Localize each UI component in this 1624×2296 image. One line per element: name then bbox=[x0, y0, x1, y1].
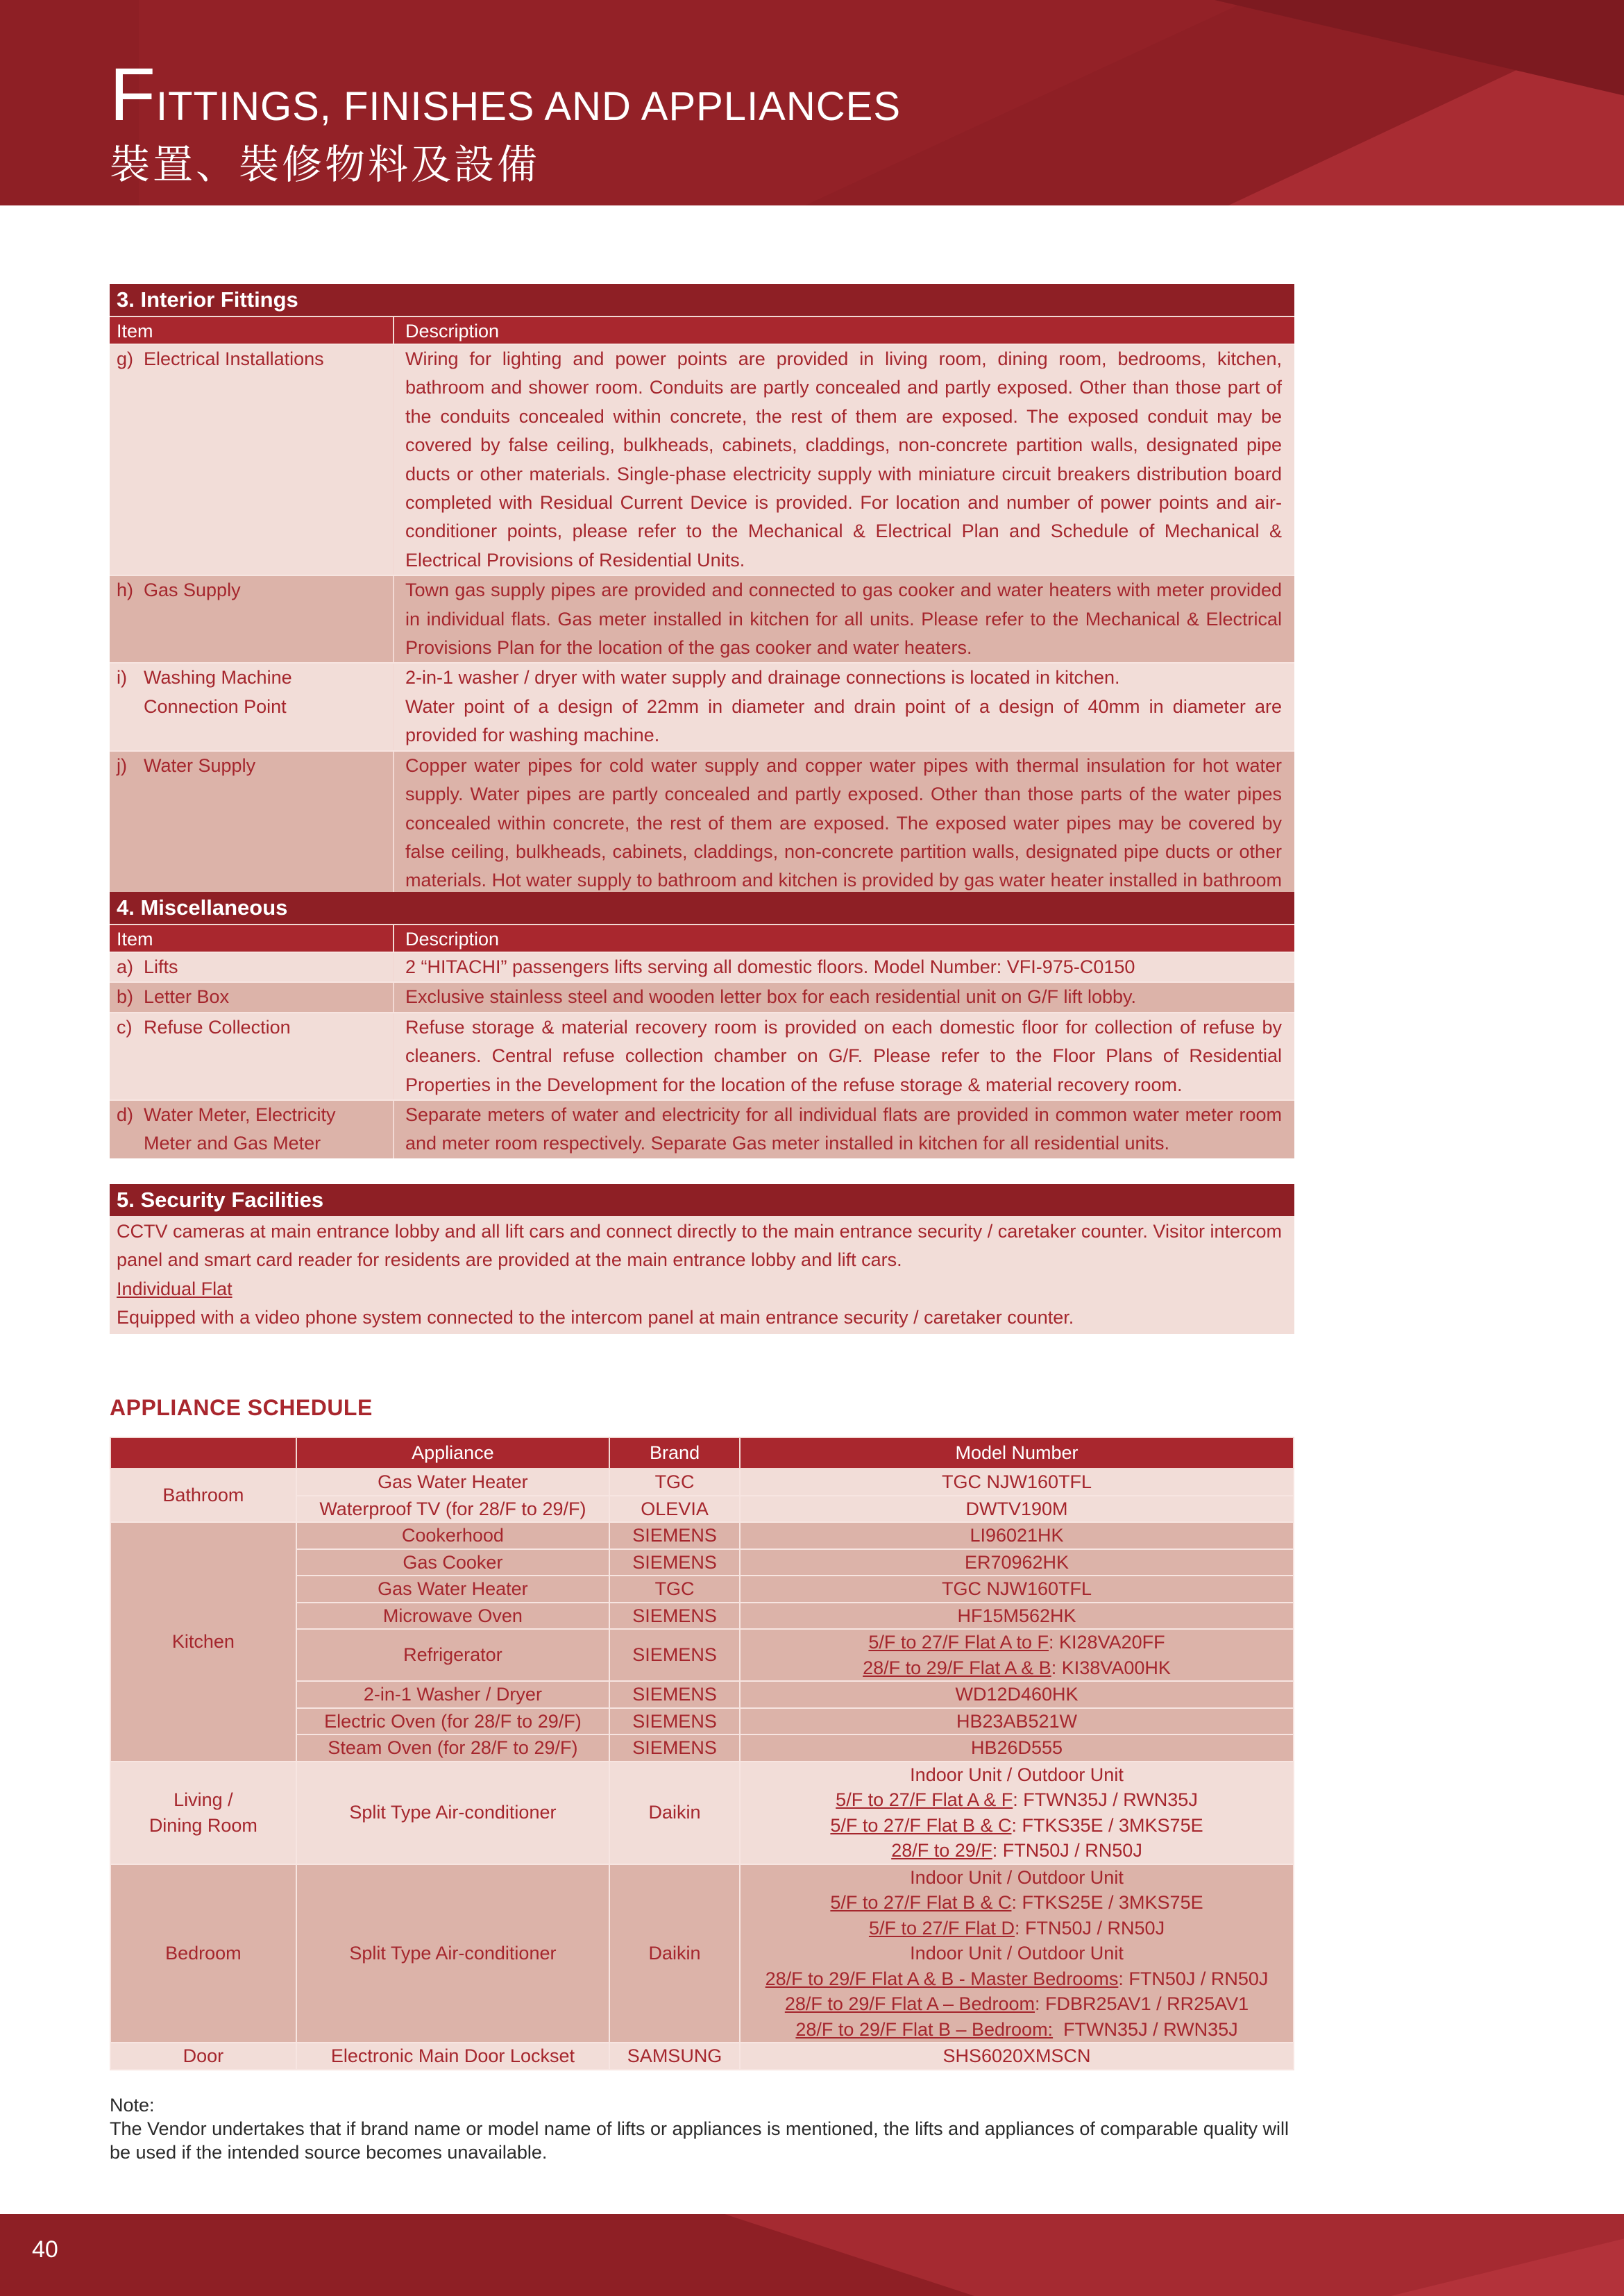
item-label: h) bbox=[117, 580, 134, 601]
item-name: Water Supply bbox=[144, 754, 256, 776]
model-scope: 28/F to 29/F bbox=[891, 1840, 992, 1861]
brand-cell: SIEMENS bbox=[609, 1734, 740, 1762]
table-row bbox=[110, 1864, 1294, 2043]
appliance-cell: Gas Cooker bbox=[296, 1549, 609, 1576]
model-value: : KI28VA20FF bbox=[1049, 1632, 1165, 1653]
brand-cell: OLEVIA bbox=[609, 1496, 740, 1523]
appliance-cell: Electric Oven (for 28/F to 29/F) bbox=[296, 1708, 609, 1735]
item-name: Lifts bbox=[144, 956, 178, 977]
model-cell: WD12D460HK bbox=[740, 1681, 1294, 1708]
column-room bbox=[110, 1437, 296, 1469]
model-scope: 28/F to 29/F Flat B – Bedroom: bbox=[795, 2018, 1054, 2040]
model-value: : FTKS25E / 3MKS75E bbox=[1011, 1892, 1203, 1913]
note bbox=[110, 2093, 1296, 2164]
model-value: : FTKS35E / 3MKS75E bbox=[1011, 1814, 1203, 1836]
model-value: : FTWN35J / RWN35J bbox=[1013, 1789, 1198, 1810]
item-label: d) bbox=[117, 1104, 134, 1126]
item-description: 2 “HITACHI” passengers lifts serving all domestic floors. Model Number: VFI-975-C0150 bbox=[405, 956, 1135, 977]
section-body bbox=[110, 1216, 1294, 1334]
model-scope: 5/F to 27/F Flat B & C bbox=[830, 1814, 1012, 1836]
brand-cell: Daikin bbox=[609, 1762, 740, 1864]
model-value: : FTN50J / RN50J bbox=[992, 1840, 1142, 1861]
brand-cell: SIEMENS bbox=[609, 1603, 740, 1630]
item-label: c) bbox=[117, 1016, 133, 1038]
item-label: i) bbox=[117, 667, 127, 689]
model-heading: Indoor Unit / Outdoor Unit bbox=[910, 1866, 1124, 1888]
note-label: Note: bbox=[110, 2095, 155, 2116]
column-description: Description bbox=[405, 929, 500, 949]
item-name: Letter Box bbox=[144, 986, 230, 1008]
column-appliance: Appliance bbox=[296, 1437, 609, 1469]
model-cell: ER70962HK bbox=[740, 1549, 1294, 1576]
item-description: Exclusive stainless steel and wooden letter box for each residential unit on G/F lift lobby. bbox=[405, 986, 1137, 1008]
appliance-cell: Electronic Main Door Lockset bbox=[296, 2043, 609, 2070]
model-cell: TGC NJW160TFL bbox=[740, 1576, 1294, 1603]
room-cell: Door bbox=[110, 2043, 296, 2070]
column-header bbox=[110, 316, 1294, 344]
item-description: Refuse storage & material recovery room is provided on each domestic floor for collection of refuse by cleaners. Central refuse collection chamber on G/F. Please refer to the Floor Plans of Residential Properties in the Development for the location of the refuse storage & material recovery room. bbox=[405, 1016, 1282, 1095]
column-description: Description bbox=[405, 321, 500, 341]
item-description: Separate meters of water and electricity for all individual flats are provided in common water meter room and meter room respectively. Separate Gas meter installed in kitchen for all residential units. bbox=[405, 1104, 1282, 1154]
item-label: g) bbox=[117, 348, 134, 369]
title-rest: ITTINGS, FINISHES AND APPLIANCES bbox=[155, 84, 902, 129]
section-title: 3. Interior Fittings bbox=[110, 284, 1294, 316]
model-cell: SHS6020XMSCN bbox=[740, 2043, 1294, 2070]
appliance-cell: Split Type Air-conditioner bbox=[296, 1864, 609, 2043]
item-description: Wiring for lighting and power points are provided in living room, dining room, bedrooms, kitchen, bathroom and shower room. Conduits are partly concealed and partly exposed. Other than those part of the conduits concealed within concrete, the rest of them are exposed. The exposed conduit may be covered by false ceiling, bulkheads, cabinets, claddings, non-concrete partition walls, designated pipe ducts or other materials. Single-phase electricity supply with miniature circuit breakers distribution board completed with Residual Current Device is provided. For location and number of power points and air-conditioner points, please refer to the Mechanical & Electrical Plan and Schedule of Mechanical & Electrical Provisions of Residential Units. bbox=[405, 348, 1282, 571]
table-row bbox=[110, 952, 1294, 981]
model-cell bbox=[740, 1762, 1294, 1864]
appliance-cell: Waterproof TV (for 28/F to 29/F) bbox=[296, 1496, 609, 1523]
model-scope: 5/F to 27/F Flat B & C bbox=[830, 1892, 1012, 1913]
item-label: b) bbox=[117, 986, 134, 1008]
column-item: Item bbox=[110, 317, 394, 344]
item-description: Town gas supply pipes are provided and connected to gas cooker and water heaters with meter provided in individual flats. Gas meter installed in kitchen for all units. Please refer to the Mechanical & Electrical Provisions Plan for the location of the gas cooker and water heaters. bbox=[405, 580, 1282, 659]
header-banner bbox=[0, 0, 1624, 205]
appliance-cell: Microwave Oven bbox=[296, 1603, 609, 1630]
item-name: Gas Supply bbox=[144, 580, 241, 601]
appliance-cell: Steam Oven (for 28/F to 29/F) bbox=[296, 1734, 609, 1762]
model-heading: Indoor Unit / Outdoor Unit bbox=[910, 1764, 1124, 1785]
table-row bbox=[110, 344, 1294, 575]
model-heading: Indoor Unit / Outdoor Unit bbox=[910, 1943, 1124, 1964]
model-cell bbox=[740, 1629, 1294, 1681]
appliance-schedule-title: APPLIANCE SCHEDULE bbox=[110, 1395, 373, 1420]
model-scope: 5/F to 27/F Flat A & F bbox=[836, 1789, 1013, 1810]
model-cell: DWTV190M bbox=[740, 1496, 1294, 1523]
section-security-facilities bbox=[110, 1184, 1294, 1334]
footer-banner bbox=[0, 2214, 1624, 2296]
model-value: : FTN50J / RN50J bbox=[1015, 1917, 1165, 1939]
model-scope: 5/F to 27/F Flat D bbox=[868, 1917, 1015, 1939]
page-number: 40 bbox=[32, 2236, 58, 2263]
appliance-cell: Refrigerator bbox=[296, 1629, 609, 1681]
section-interior-fittings bbox=[110, 284, 1294, 924]
note-text: The Vendor undertakes that if brand name or model name of lifts or appliances is mentioned, the lifts and appliances of comparable quality will be used if the intended source becomes unavailable. bbox=[110, 2118, 1289, 2163]
brand-cell: Daikin bbox=[609, 1864, 740, 2043]
room-cell: Bathroom bbox=[110, 1469, 296, 1522]
brand-cell: SIEMENS bbox=[609, 1708, 740, 1735]
room-cell: Kitchen bbox=[110, 1522, 296, 1762]
appliance-schedule-table bbox=[110, 1437, 1294, 2070]
model-cell: LI96021HK bbox=[740, 1522, 1294, 1549]
item-name: Washing Machine Connection Point bbox=[144, 667, 292, 717]
table-row bbox=[110, 1762, 1294, 1864]
security-subheading: Individual Flat bbox=[117, 1278, 232, 1299]
appliance-cell: Gas Water Heater bbox=[296, 1469, 609, 1496]
brand-cell: TGC bbox=[609, 1576, 740, 1603]
table-header-row bbox=[110, 1437, 1294, 1469]
appliance-cell: Gas Water Heater bbox=[296, 1576, 609, 1603]
item-description: Water point of a design of 22mm in diameter and drain point of a design of 40mm in diameter are provided for washing machine. bbox=[405, 695, 1282, 746]
brand-cell: SIEMENS bbox=[609, 1681, 740, 1708]
brand-cell: SAMSUNG bbox=[609, 2043, 740, 2070]
brand-cell: SIEMENS bbox=[609, 1549, 740, 1576]
appliance-cell: Cookerhood bbox=[296, 1522, 609, 1549]
model-value: : FDBR25AV1 / RR25AV1 bbox=[1035, 1993, 1249, 2014]
model-cell: HF15M562HK bbox=[740, 1603, 1294, 1630]
room-cell: Bedroom bbox=[110, 1864, 296, 2043]
brand-cell: SIEMENS bbox=[609, 1629, 740, 1681]
title-initial: F bbox=[110, 52, 156, 136]
section-title: 4. Miscellaneous bbox=[110, 892, 1294, 924]
model-cell: HB23AB521W bbox=[740, 1708, 1294, 1735]
column-item: Item bbox=[110, 925, 394, 952]
column-brand: Brand bbox=[609, 1437, 740, 1469]
model-value: FTWN35J / RWN35J bbox=[1053, 2018, 1238, 2040]
brand-cell: TGC bbox=[609, 1469, 740, 1496]
table-row bbox=[110, 2043, 1294, 2070]
item-description: Copper water pipes for cold water supply and copper water pipes with thermal insulation for hot water supply. Water pipes are partly concealed and partly exposed. Other than those parts of the water pipes concealed within concrete, the rest of them are exposed. The exposed water pipes may be covered by false ceiling, bulkheads, cabinets, claddings, non-concrete partition walls, designated pipe ducts or other materials. Hot water supply to bathroom and kitchen is provided by gas water heater installed in bathroom bbox=[405, 754, 1282, 891]
model-cell: TGC NJW160TFL bbox=[740, 1469, 1294, 1496]
item-description: 2-in-1 washer / dryer with water supply and drainage connections is located in kitchen. bbox=[405, 667, 1120, 689]
item-label: a) bbox=[117, 956, 134, 977]
table-row bbox=[110, 1012, 1294, 1099]
model-scope: 28/F to 29/F Flat A & B bbox=[863, 1657, 1051, 1678]
model-scope: 28/F to 29/F Flat A – Bedroom bbox=[784, 1993, 1035, 2014]
model-value: : KI38VA00HK bbox=[1051, 1657, 1171, 1678]
item-name: Water Meter, Electricity Meter and Gas Meter bbox=[144, 1104, 336, 1154]
item-name: Refuse Collection bbox=[144, 1016, 291, 1038]
model-scope: 28/F to 29/F Flat A & B - Master Bedrooms bbox=[765, 1968, 1119, 1989]
room-cell bbox=[110, 1762, 296, 1864]
item-name: Electrical Installations bbox=[144, 348, 324, 369]
model-value: : FTN50J / RN50J bbox=[1118, 1968, 1269, 1989]
model-cell: HB26D555 bbox=[740, 1734, 1294, 1762]
security-paragraph: Equipped with a video phone system connected to the intercom panel at main entrance security / caretaker counter. bbox=[117, 1307, 1074, 1328]
section-title: 5. Security Facilities bbox=[110, 1184, 1294, 1216]
column-header bbox=[110, 924, 1294, 952]
appliance-cell: 2-in-1 Washer / Dryer bbox=[296, 1681, 609, 1708]
room-label: Living / bbox=[174, 1789, 233, 1810]
table-row bbox=[110, 1469, 1294, 1496]
brand-cell: SIEMENS bbox=[609, 1522, 740, 1549]
model-cell bbox=[740, 1864, 1294, 2043]
item-label: j) bbox=[117, 754, 127, 776]
table-row bbox=[110, 1099, 1294, 1158]
section-miscellaneous bbox=[110, 892, 1294, 1158]
model-scope: 5/F to 27/F Flat A to F bbox=[868, 1632, 1049, 1653]
page-title-chinese: 裝置、裝修物料及設備 bbox=[110, 141, 541, 188]
column-model: Model Number bbox=[740, 1437, 1294, 1469]
table-row bbox=[110, 662, 1294, 750]
page-title bbox=[110, 52, 902, 136]
table-row bbox=[110, 1522, 1294, 1549]
security-paragraph: CCTV cameras at main entrance lobby and all lift cars and connect directly to the main entrance security / caretaker counter. Visitor intercom panel and smart card reader for residents are provided at the main entrance lobby and lift cars. bbox=[117, 1221, 1282, 1271]
table-row bbox=[110, 981, 1294, 1011]
appliance-cell: Split Type Air-conditioner bbox=[296, 1762, 609, 1864]
room-label: Dining Room bbox=[149, 1814, 257, 1836]
table-row bbox=[110, 575, 1294, 662]
